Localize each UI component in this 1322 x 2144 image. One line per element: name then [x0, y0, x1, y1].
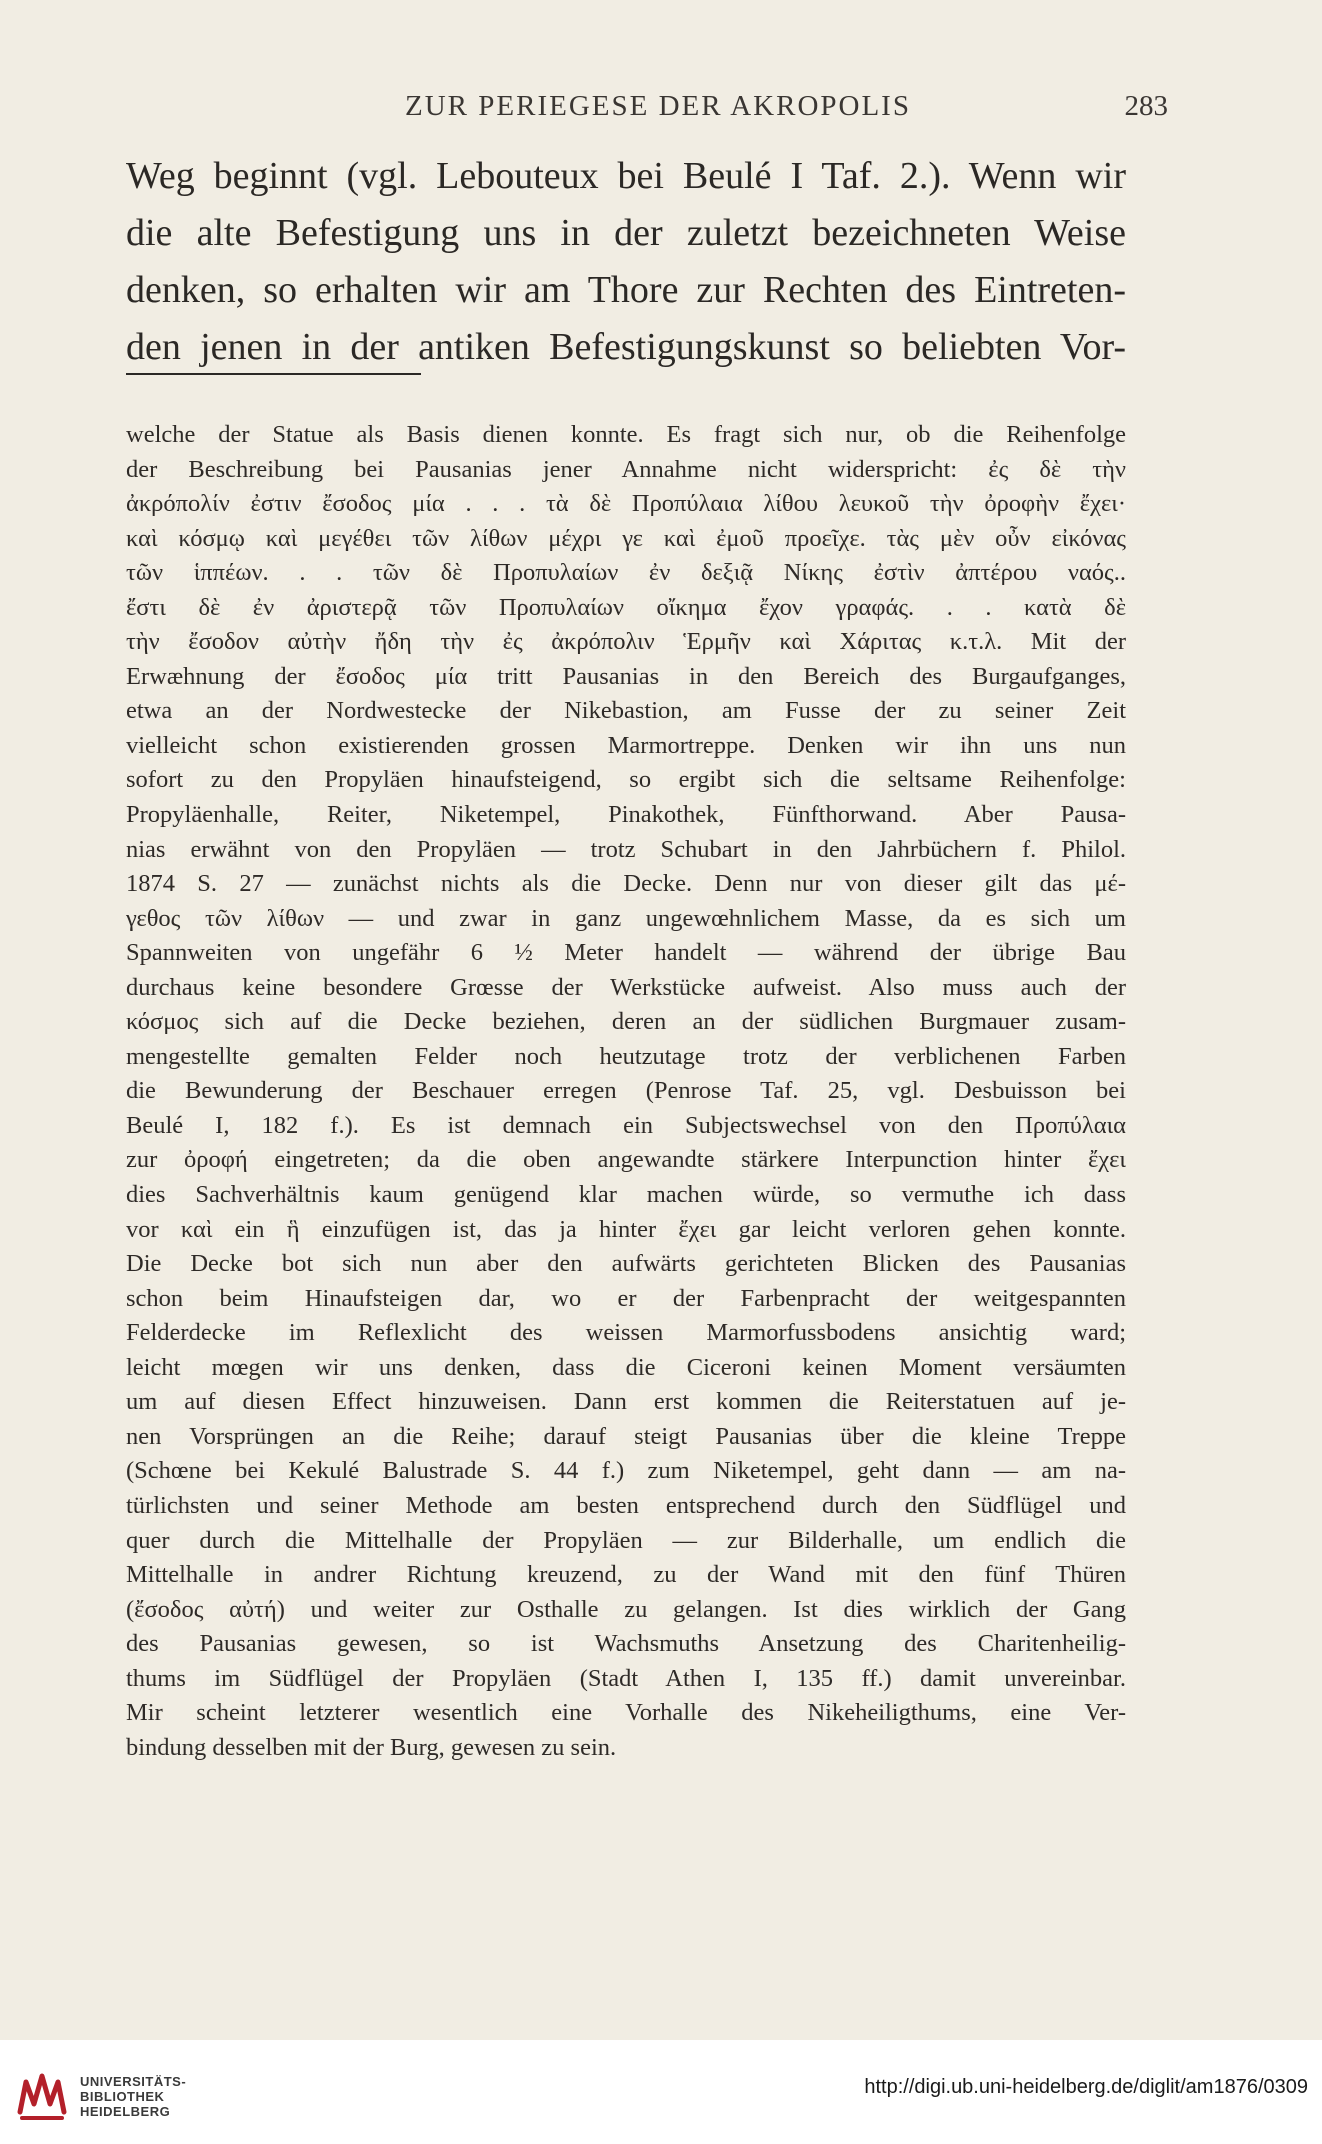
footnote-line: vor καὶ ein ἣ einzufügen ist, das ja hinter ἔχει gar leicht verloren gehen konnte.: [126, 1215, 1126, 1243]
university-library-logo-icon: [12, 2064, 72, 2124]
footnote-line: thums im Südflügel der Propyläen (Stadt Athen I, 135 ff.) damit unvereinbar.: [126, 1664, 1126, 1692]
library-name: [80, 2074, 186, 2119]
footnote-line: bindung desselben mit der Burg, gewesen zu sein.: [126, 1733, 617, 1761]
footnote-line: sofort zu den Propyläen hinaufsteigend, so ergibt sich die seltsame Reihenfolge:: [126, 766, 1126, 794]
library-footer: [0, 2040, 1322, 2144]
footnote-line: τῶν ἱππέων. . . τῶν δὲ Προπυλαίων ἐν δεξιᾷ Νίκης ἐστὶν ἀπτέρου ναός..: [126, 559, 1126, 587]
footnote-line: (ἔσοδος αὐτή) und weiter zur Osthalle zu gelangen. Ist dies wirklich der Gang: [126, 1595, 1126, 1623]
footnote-line: τὴν ἔσοδον αὐτὴν ἤδη τὴν ἐς ἀκρόπολιν Ἑρμῆν καὶ Χάριτας κ.τ.λ. Mit der: [126, 628, 1126, 656]
footnote-divider: [126, 373, 421, 375]
footnote-line: Erwæhnung der ἔσοδος μία tritt Pausanias in den Bereich des Burgaufganges,: [126, 662, 1126, 690]
footnote-line: dies Sachverhältnis kaum genügend klar machen würde, so vermuthe ich dass: [126, 1181, 1126, 1209]
main-text-line: Weg beginnt (vgl. Lebouteux bei Beulé I Taf. 2.). Wenn wir: [126, 155, 1126, 197]
main-text-line: denken, so erhalten wir am Thore zur Rechten des Eintreten-: [126, 269, 1126, 311]
main-text-block: [126, 148, 1126, 376]
source-url-link[interactable]: http://digi.ub.uni-heidelberg.de/diglit/am1876/0309: [864, 2076, 1308, 2098]
footnote-line: welche der Statue als Basis dienen konnte. Es fragt sich nur, ob die Reihenfolge: [126, 421, 1126, 448]
running-head: ZUR PERIEGESE DER AKROPOLIS: [405, 90, 911, 122]
footnote-line: ἔστι δὲ ἐν ἀριστερᾷ τῶν Προπυλαίων οἴκημα ἔχον γραφάς. . . κατὰ δὲ: [126, 593, 1126, 621]
footnote-line: der Beschreibung bei Pausanias jener Annahme nicht widerspricht: ἐς δὲ τὴν: [126, 455, 1126, 483]
footnote-line: um auf diesen Effect hinzuweisen. Dann erst kommen die Reiterstatuen auf je-: [126, 1388, 1126, 1416]
footnote-line: καὶ κόσμῳ καὶ μεγέθει τῶν λίθων μέχρι γε καὶ ἐμοῦ προεῖχε. τὰς μὲν οὖν εἰκόνας: [126, 524, 1126, 552]
footnote-line: nen Vorsprüngen an die Reihe; darauf steigt Pausanias über die kleine Treppe: [126, 1422, 1126, 1450]
footnote-line: Propyläenhalle, Reiter, Niketempel, Pinakothek, Fünfthorwand. Aber Pausa-: [126, 801, 1126, 829]
footnote-line: durchaus keine besondere Grœsse der Werkstücke aufweist. Also muss auch der: [126, 973, 1126, 1001]
footnote-line: Felderdecke im Reflexlicht des weissen Marmorfussbodens ansichtig ward;: [126, 1319, 1126, 1347]
main-text-line: den jenen in der antiken Befestigungskunst so beliebten Vor-: [126, 326, 1126, 368]
footnote-line: schon beim Hinaufsteigen dar, wo er der Farbenpracht der weitgespannten: [126, 1284, 1126, 1312]
footnote-line: (Schœne bei Kekulé Balustrade S. 44 f.) zum Niketempel, geht dann — am na-: [126, 1457, 1126, 1485]
footnote-line: Mittelhalle in andrer Richtung kreuzend, zu der Wand mit den fünf Thüren: [126, 1561, 1126, 1589]
footnote-line: Mir scheint letzterer wesentlich eine Vorhalle des Nikeheiligthums, eine Ver-: [126, 1699, 1126, 1727]
library-name-line: UNIVERSITÄTS-: [80, 2074, 187, 2089]
footnote-line: leicht mœgen wir uns denken, dass die Ciceroni keinen Moment versäumten: [126, 1353, 1126, 1381]
library-name-line: BIBLIOTHEK: [80, 2089, 165, 2104]
page-number: 283: [1124, 90, 1168, 122]
footnote-line: zur ὀροφή eingetreten; da die oben angewandte stärkere Interpunction hinter ἔχει: [126, 1146, 1126, 1174]
footnote-line: des Pausanias gewesen, so ist Wachsmuths Ansetzung des Charitenheilig-: [126, 1630, 1126, 1658]
footnote-line: etwa an der Nordwestecke der Nikebastion, am Fusse der zu seiner Zeit: [126, 697, 1126, 725]
main-text-line: die alte Befestigung uns in der zuletzt bezeichneten Weise: [126, 212, 1126, 254]
footnote-line: nias erwähnt von den Propyläen — trotz Schubart in den Jahrbüchern f. Philol.: [126, 835, 1126, 863]
footnote-line: ἀκρόπολίν ἐστιν ἔσοδος μία . . . τὰ δὲ Προπύλαια λίθου λευκοῦ τὴν ὀροφὴν ἔχει·: [126, 490, 1126, 518]
footnote-line: Die Decke bot sich nun aber den aufwärts gerichteten Blicken des Pausanias: [126, 1250, 1126, 1278]
library-name-line: HEIDELBERG: [80, 2104, 171, 2119]
footnote-line: mengestellte gemalten Felder noch heutzutage trotz der verblichenen Farben: [126, 1042, 1126, 1070]
footnote-line: quer durch die Mittelhalle der Propyläen — zur Bilderhalle, um endlich die: [126, 1526, 1126, 1554]
footnote-line: κόσμος sich auf die Decke beziehen, deren an der südlichen Burgmauer zusam-: [126, 1008, 1126, 1036]
footnote-line: Spannweiten von ungefähr 6 ½ Meter handelt — während der übrige Bau: [126, 939, 1126, 967]
footnote-line: die Bewunderung der Beschauer erregen (Penrose Taf. 25, vgl. Desbuisson bei: [126, 1077, 1126, 1105]
footnote-line: türlichsten und seiner Methode am besten entsprechend durch den Südflügel und: [126, 1491, 1126, 1519]
footnote-block: [126, 418, 1126, 1765]
footnote-line: 1874 S. 27 — zunächst nichts als die Decke. Denn nur von dieser gilt das μέ-: [126, 870, 1126, 898]
footnote-line: Beulé I, 182 f.). Es ist demnach ein Subjectswechsel von den Προπύλαια: [126, 1111, 1126, 1139]
footnote-line: γεθος τῶν λίθων — und zwar in ganz ungewœhnlichem Masse, da es sich um: [126, 904, 1126, 932]
page-header: [148, 90, 1168, 130]
footnote-line: vielleicht schon existierenden grossen Marmortreppe. Denken wir ihn uns nun: [126, 731, 1126, 759]
